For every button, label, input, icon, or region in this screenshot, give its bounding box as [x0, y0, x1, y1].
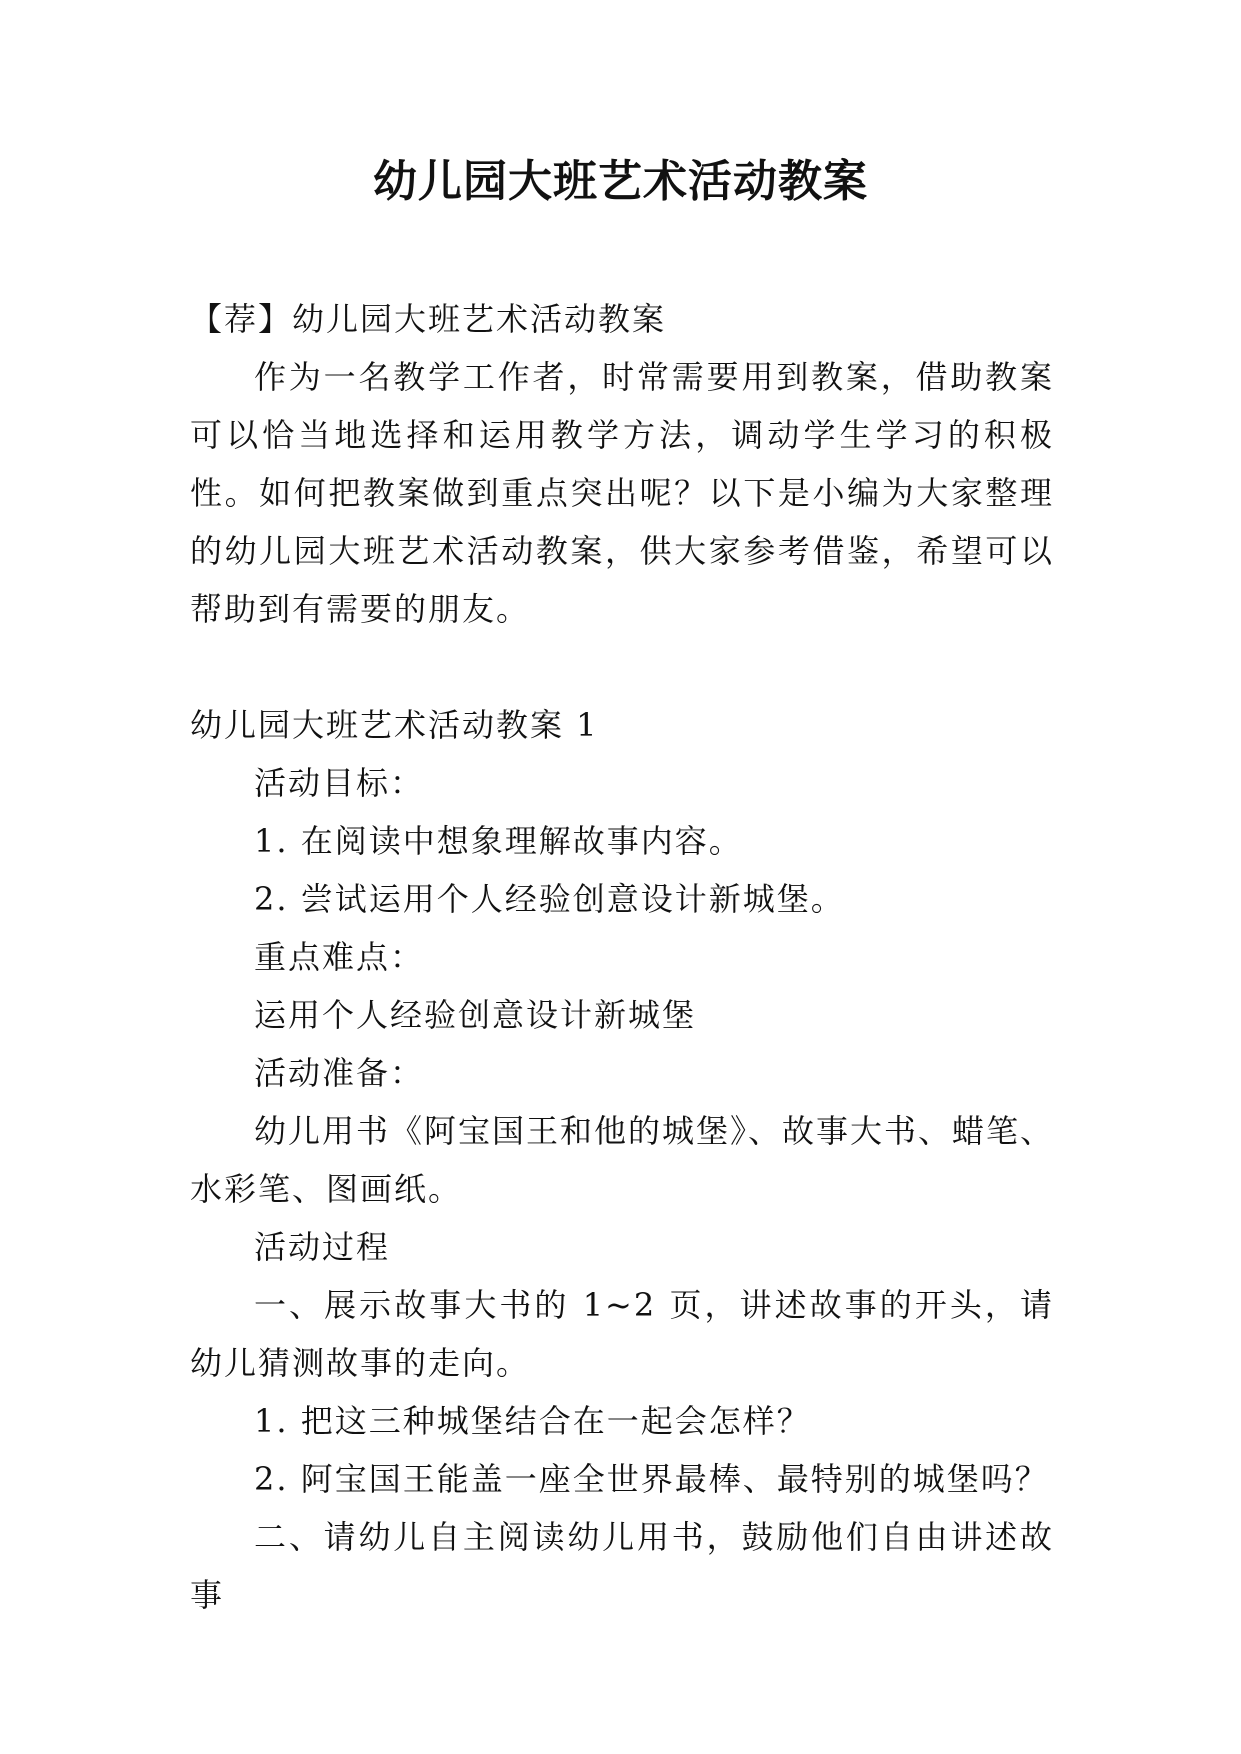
objectives-label: 活动目标：	[254, 764, 425, 802]
process-step: 二、请幼儿自主阅读幼儿用书，鼓励他们自由讲述故事	[190, 1518, 1054, 1614]
preparation-text: 幼儿用书《阿宝国王和他的城堡》、故事大书、蜡笔、水彩笔、图画纸。	[190, 1112, 1055, 1208]
key-points-text: 运用个人经验创意设计新城堡	[254, 996, 697, 1034]
section-heading: 幼儿园大班艺术活动教案 1	[190, 706, 599, 744]
objective-item: 1. 在阅读中想象理解故事内容。	[254, 822, 743, 860]
document-title: 幼儿园大班艺术活动教案	[373, 156, 868, 207]
intro-paragraph: 作为一名教学工作者，时常需要用到教案，借助教案可以恰当地选择和运用教学方法，调动学生学习的积极性。如何把教案做到重点突出呢？以下是小编为大家整理的幼儿园大班艺术活动教案，供大家参考借鉴，希望可以帮助到有需要的朋友。	[190, 358, 1054, 628]
process-step: 一、展示故事大书的 1~2 页，讲述故事的开头，请幼儿猜测故事的走向。	[190, 1286, 1054, 1382]
process-question: 1. 把这三种城堡结合在一起会怎样？	[254, 1402, 811, 1440]
process-question: 2. 阿宝国王能盖一座全世界最棒、最特别的城堡吗？	[254, 1460, 1049, 1498]
preparation-label: 活动准备：	[254, 1054, 425, 1092]
key-points-label: 重点难点：	[254, 938, 425, 976]
process-label: 活动过程	[254, 1228, 391, 1266]
document-body	[190, 290, 1054, 1624]
recommend-heading: 【荐】幼儿园大班艺术活动教案	[190, 300, 667, 338]
objective-item: 2. 尝试运用个人经验创意设计新城堡。	[254, 880, 845, 918]
